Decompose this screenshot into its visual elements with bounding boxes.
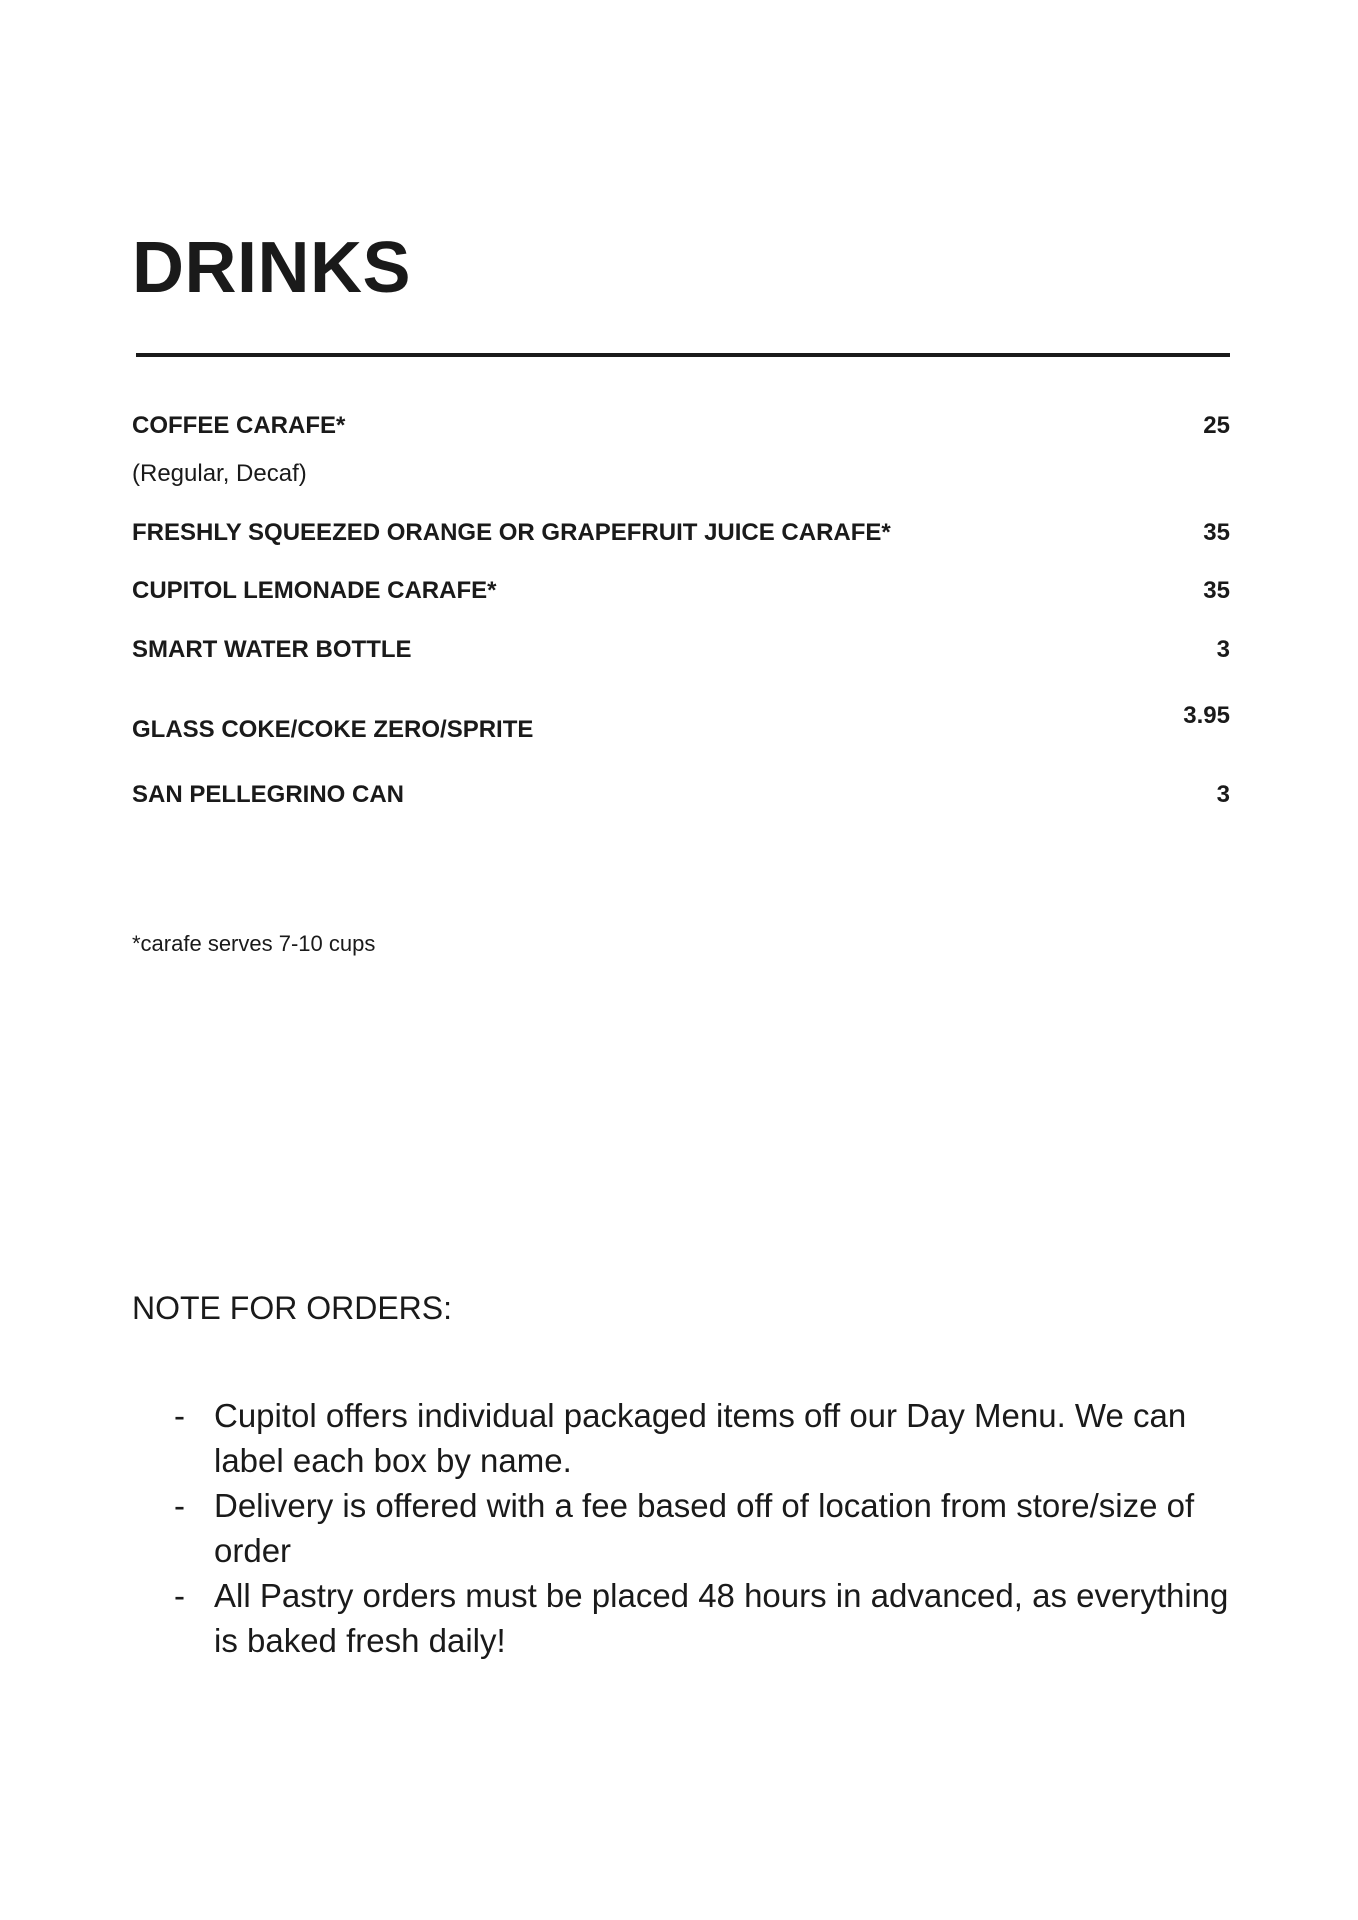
page-title: DRINKS — [132, 228, 412, 308]
note-text: All Pastry orders must be placed 48 hours in advanced, as everything is baked fresh daily! — [214, 1577, 1229, 1659]
list-item — [168, 1393, 1248, 1483]
item-name: CUPITOL LEMONADE CARAFE* — [132, 577, 497, 604]
title-divider — [136, 353, 1230, 357]
item-name: GLASS COKE/COKE ZERO/SPRITE — [132, 716, 534, 743]
item-name: FRESHLY SQUEEZED ORANGE OR GRAPEFRUIT JUICE CARAFE* — [132, 519, 891, 546]
list-item — [168, 1483, 1248, 1573]
item-price: 35 — [1203, 519, 1230, 546]
item-price: 3 — [1216, 636, 1230, 663]
note-text: Cupitol offers individual packaged items off our Day Menu. We can label each box by name. — [214, 1397, 1187, 1479]
note-text: Delivery is offered with a fee based off of location from store/size of order — [214, 1487, 1195, 1569]
notes-heading: NOTE FOR ORDERS: — [132, 1290, 453, 1326]
bullet-dash: - — [174, 1397, 185, 1434]
bullet-dash: - — [174, 1577, 185, 1614]
notes-list — [168, 1393, 1248, 1663]
item-name: COFFEE CARAFE* — [132, 412, 346, 439]
list-item — [168, 1573, 1248, 1663]
item-description: (Regular, Decaf) — [132, 460, 307, 487]
item-name: SMART WATER BOTTLE — [132, 636, 412, 663]
item-name: SAN PELLEGRINO CAN — [132, 781, 405, 808]
carafe-footnote: *carafe serves 7-10 cups — [132, 931, 376, 956]
item-price: 3.95 — [1183, 702, 1230, 729]
item-price: 3 — [1216, 781, 1230, 808]
item-price: 25 — [1203, 412, 1230, 439]
item-price: 35 — [1203, 577, 1230, 604]
bullet-dash: - — [174, 1487, 185, 1524]
